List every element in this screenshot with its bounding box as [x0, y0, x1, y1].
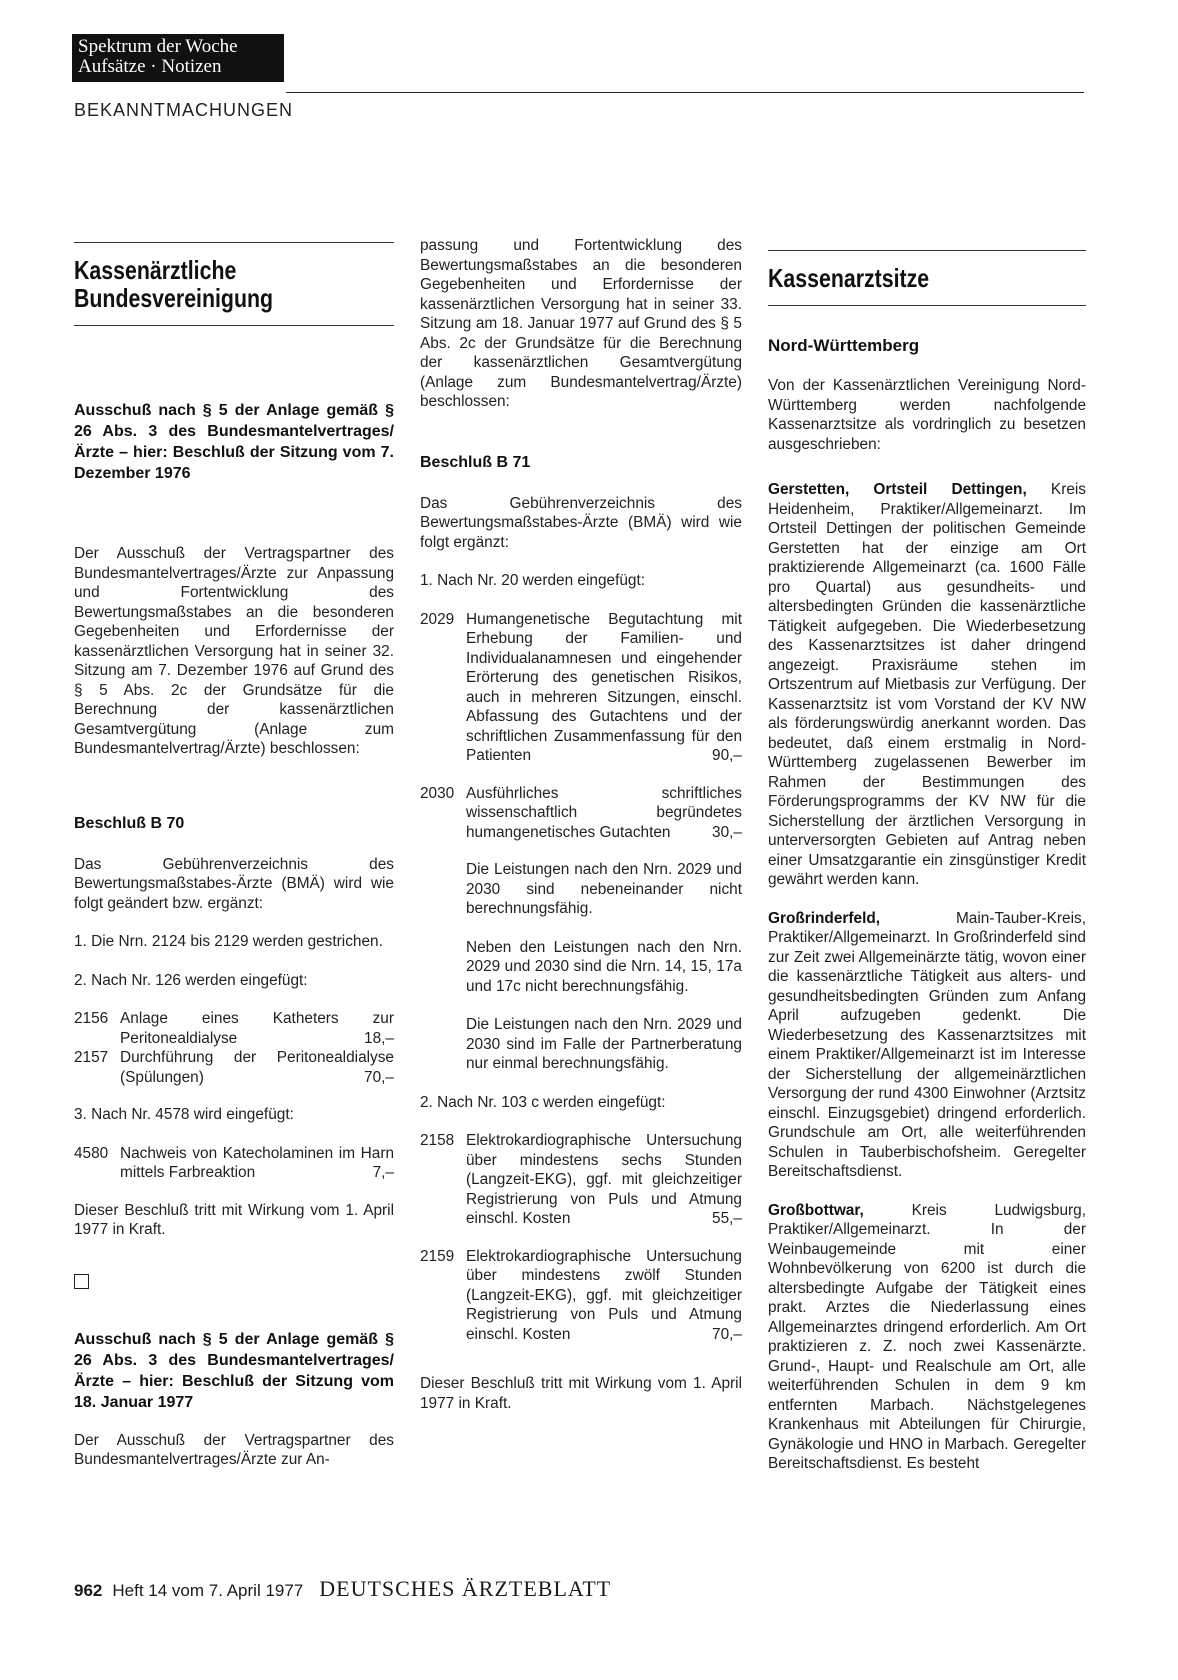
- header-line-1: Spektrum der Woche: [78, 36, 238, 57]
- note-partner-counselling: Die Leistungen nach den Nrn. 2029 und 2030 sind im Falle der Partnerberatung nur einmal berechnungsfähig.: [466, 1016, 742, 1072]
- fee-number: 2030: [420, 784, 455, 802]
- fee-number: 2158: [420, 1132, 455, 1149]
- fee-number: 2159: [420, 1247, 455, 1265]
- fee-number: 4580: [74, 1144, 109, 1162]
- top-rule: [286, 92, 1084, 93]
- end-marker-box: [74, 1274, 89, 1289]
- note-excluded-numbers: Neben den Leistungen nach den Nrn. 2029 und 2030 sind die Nrn. 14, 15, 17a und 17c nicht berechnungsfähig.: [466, 938, 742, 995]
- fee-item-2158: [420, 1131, 742, 1229]
- intro-session-2-start: Der Ausschuß der Vertragspartner des Bundesmantelvertrages/Ärzte zur An-: [74, 1431, 394, 1468]
- listing-grossbottwar: [768, 1201, 1086, 1474]
- place-description: Kreis Heidenheim, Praktiker/Allgemeinarzt. Im Ortsteil Dettingen der politischen Gemeinde Gerstetten hat der einzige am Ort praktizierende Allgemeinarzt (ca. 1600 Fälle pro Quartal) aus gesundheits- und altersbedingten Gründen die kassenärztliche Tätigkeit aufgegeben. Die Wiederbesetzung des Kassenarztsitzes ist daher dringend angezeigt. Praxisräume stehen im Ortszentrum auf Mietbasis zur Verfügung. Der Kassenarztsitz ist vom Vorstand der KV NW als förderungswürdig anerkannt worden. Das bedeutet, daß einem erstmalig in Nord-Württemberg zugelassenen Bewerber im Rahmen der Bestimmungen des Förderungsprogramms der KV NW für die Sicherstellung der ärztlichen Versorgung in unterversorgten Gebieten auf Antrag neben einer Umsatzgarantie ein zinsgünstiger Kredit gewährt werden kann.: [768, 481, 1086, 888]
- b71-point-2: 2. Nach Nr. 103 c werden eingefügt:: [420, 1093, 666, 1111]
- beschluss-b71-heading: Beschluß B 71: [420, 453, 531, 471]
- column-3: [768, 242, 1086, 1493]
- column-1-top-rule: [74, 242, 394, 243]
- column-2: [420, 236, 742, 1432]
- beschluss-b70-heading: Beschluß B 70: [74, 814, 185, 832]
- org-title-line-1: Kassenärztliche: [74, 255, 237, 285]
- org-title-line-2: Bundesvereinigung: [74, 283, 274, 313]
- column-3-top-rule: [768, 250, 1086, 251]
- fee-number: 2157: [74, 1049, 109, 1066]
- fee-number: 2029: [420, 610, 455, 628]
- fee-price: 70,–: [712, 1325, 742, 1343]
- fee-description: Elektrokardiographische Untersuchung über mindestens zwölf Stunden (Langzeit-EKG), ggf. mit gleichzeitiger Registrierung von Puls und Atmung einschl. Kosten: [466, 1247, 742, 1343]
- fee-description: Durchführung der Peritonealdialyse (Spülungen): [120, 1049, 394, 1086]
- place-name: Großbottwar,: [768, 1201, 864, 1219]
- b70-point-3: 3. Nach Nr. 4578 wird eingefügt:: [74, 1106, 294, 1123]
- issue-info: Heft 14 vom 7. April 1977: [112, 1581, 304, 1600]
- fee-description: Nachweis von Katecholaminen im Harn mittels Farbreaktion: [120, 1144, 394, 1181]
- journal-name: DEUTSCHES ÄRZTEBLATT: [319, 1576, 612, 1601]
- region-heading: Nord-Württemberg: [768, 336, 920, 355]
- fee-price: 30,–: [712, 823, 742, 841]
- place-name: Gerstetten, Ortsteil Dettingen,: [768, 481, 1027, 498]
- fee-item-2156: [74, 1009, 394, 1048]
- intro-session-2-continued: passung und Fortentwicklung des Bewertungsmaßstabes an die besonderen Gegebenheiten und Erfordernisse der kassenärztlichen Versorgung hat in seiner 33. Sitzung am 18. Januar 1977 auf Grund des § 5 Abs. 2c der Grundsätze für die Berechnung der kassenärztlichen Gesamtvergütung (Anlage zum Bundesmantelvertrag/Ärzte) beschlossen:: [420, 237, 742, 410]
- fee-price: 7,–: [372, 1164, 394, 1181]
- header-line-2: Aufsätze · Notizen: [78, 56, 222, 77]
- intro-session-1: Der Ausschuß der Vertragspartner des Bundesmantelvertrages/Ärzte zur Anpassung und Fortentwicklung des Bewertungsmaßstabes an die besonderen Gegebenheiten und Erfordernisse der kassenärztlichen Versorgung hat in seiner 32. Sitzung am 7. Dezember 1976 auf Grund des § 5 Abs. 2c der Grundsätze für die Berechnung der kassenärztlichen Gesamtvergütung (Anlage zum Bundesmantelvertrag/Ärzte) beschlossen:: [74, 545, 394, 757]
- column-3-title-rule: [768, 305, 1086, 306]
- fee-item-2157: [74, 1048, 394, 1087]
- b70-point-1: 1. Die Nrn. 2124 bis 2129 werden gestrichen.: [74, 933, 383, 950]
- b70-intro: Das Gebührenverzeichnis des Bewertungsmaßstabes-Ärzte (BMÄ) wird wie folgt geändert bzw. ergänzt:: [74, 855, 394, 912]
- fee-price: 55,–: [712, 1210, 742, 1227]
- column-1: [74, 242, 394, 1489]
- page-number: 962: [74, 1581, 103, 1600]
- place-description: Main-Tauber-Kreis, Praktiker/Allgemeinarzt. In Großrinderfeld sind zur Zeit zwei Allgemeinärzte tätig, wovon einer die kassenärztliche Tätigkeit aus alters- und gesundheitsbedingten Gründen zum Anfang April aufzugeben gedenkt. Die Wiederbesetzung des Kassenarztsitzes mit einem Praktiker/Allgemeinarzt ist im Interesse der Sicherstellung der allgemeinärztlichen Versorgung der rund 4300 Einwohner (Arztsitz einschl. Einzugsgebiet) dringend erforderlich. Grundschule am Ort, alle weiterführenden Schulen in Tauberbischofsheim. Geregelter Bereitschaftsdienst.: [768, 909, 1086, 1180]
- fee-item-2159: [420, 1247, 742, 1345]
- place-description: Kreis Ludwigsburg, Praktiker/Allgemeinarzt. In der Weinbaugemeinde mit einer Wohnbevölkerung von 6200 ist durch die altersbedingte Aufgabe der Tätigkeit eines prakt. Arztes die Niederlassung eines Allgemeinarztes dringend erforderlich. Am Ort praktizieren z. Z. noch zwei Kassenärzte. Grund-, Haupt- und Realschule am Ort, alle weiterführenden Schulen in dem 9 km entfernten Marbach. Nächstgelegenes Krankenhaus mit Abteilungen für Chirurgie, Gynäkologie und HNO in Marbach. Geregelter Bereitschaftsdienst. Es besteht: [768, 1201, 1086, 1472]
- page-footer: [74, 1576, 611, 1602]
- heading-session-1: Ausschuß nach § 5 der Anlage gemäß § 26 Abs. 3 des Bundesmantelvertrages/Ärzte – hier: Beschluß der Sitzung vom 7. Dezember 1976: [74, 402, 394, 482]
- column-1-title-rule: [74, 325, 394, 326]
- b70-effective-date: Dieser Beschluß tritt mit Wirkung vom 1. April 1977 in Kraft.: [74, 1201, 394, 1238]
- heading-session-2: Ausschuß nach § 5 der Anlage gemäß § 26 Abs. 3 des Bundesmantelvertrages/Ärzte – hier: Beschluß der Sitzung vom 18. Januar 1977: [74, 1330, 394, 1411]
- fee-item-2030: [420, 784, 742, 843]
- fee-item-4580: [74, 1144, 394, 1183]
- fee-item-2029: [420, 610, 742, 766]
- section-header-box: [72, 34, 284, 82]
- listing-gerstetten: [768, 480, 1086, 890]
- fee-description: Anlage eines Katheters zur Peritonealdialyse: [120, 1010, 394, 1047]
- listing-title: Kassenarztsitze: [768, 263, 930, 293]
- b71-effective-date: Dieser Beschluß tritt mit Wirkung vom 1. April 1977 in Kraft.: [420, 1375, 742, 1412]
- note-2029-2030-combination: Die Leistungen nach den Nrn. 2029 und 2030 sind nebeneinander nicht berechnungsfähig.: [466, 861, 742, 917]
- fee-description: Elektrokardiographische Untersuchung über mindestens sechs Stunden (Langzeit-EKG), ggf. mit gleichzeitiger Registrierung von Puls und Atmung einschl. Kosten: [466, 1132, 742, 1227]
- b70-point-2: 2. Nach Nr. 126 werden eingefügt:: [74, 971, 308, 989]
- fee-price: 18,–: [364, 1029, 394, 1047]
- section-label: BEKANNTMACHUNGEN: [74, 100, 294, 120]
- place-name: Großrinderfeld,: [768, 909, 881, 927]
- fee-price: 90,–: [712, 747, 742, 764]
- b71-point-1: 1. Nach Nr. 20 werden eingefügt:: [420, 572, 646, 589]
- fee-description: Ausführliches schriftliches wissenschaftlich begründetes humangenetisches Gutachten: [466, 784, 742, 841]
- listing-grossrinderfeld: [768, 909, 1086, 1182]
- fee-description: Humangenetische Begutachtung mit Erhebung der Familien- und Individualanamnesen und eingehender Erörterung des genetischen Risikos, auch in mehreren Sitzungen, einschl. Abfassung des Gutachtens und der schriftlichen Zusammenfassung für den Patienten: [466, 610, 742, 764]
- fee-number: 2156: [74, 1010, 109, 1027]
- fee-price: 70,–: [364, 1068, 394, 1086]
- listing-intro: Von der Kassenärztlichen Vereinigung Nord-Württemberg werden nachfolgende Kassenarztsitze als vordringlich zu besetzen ausgeschrieben:: [768, 377, 1086, 453]
- b71-intro: Das Gebührenverzeichnis des Bewertungsmaßstabes-Ärzte (BMÄ) wird wie folgt ergänzt:: [420, 494, 742, 551]
